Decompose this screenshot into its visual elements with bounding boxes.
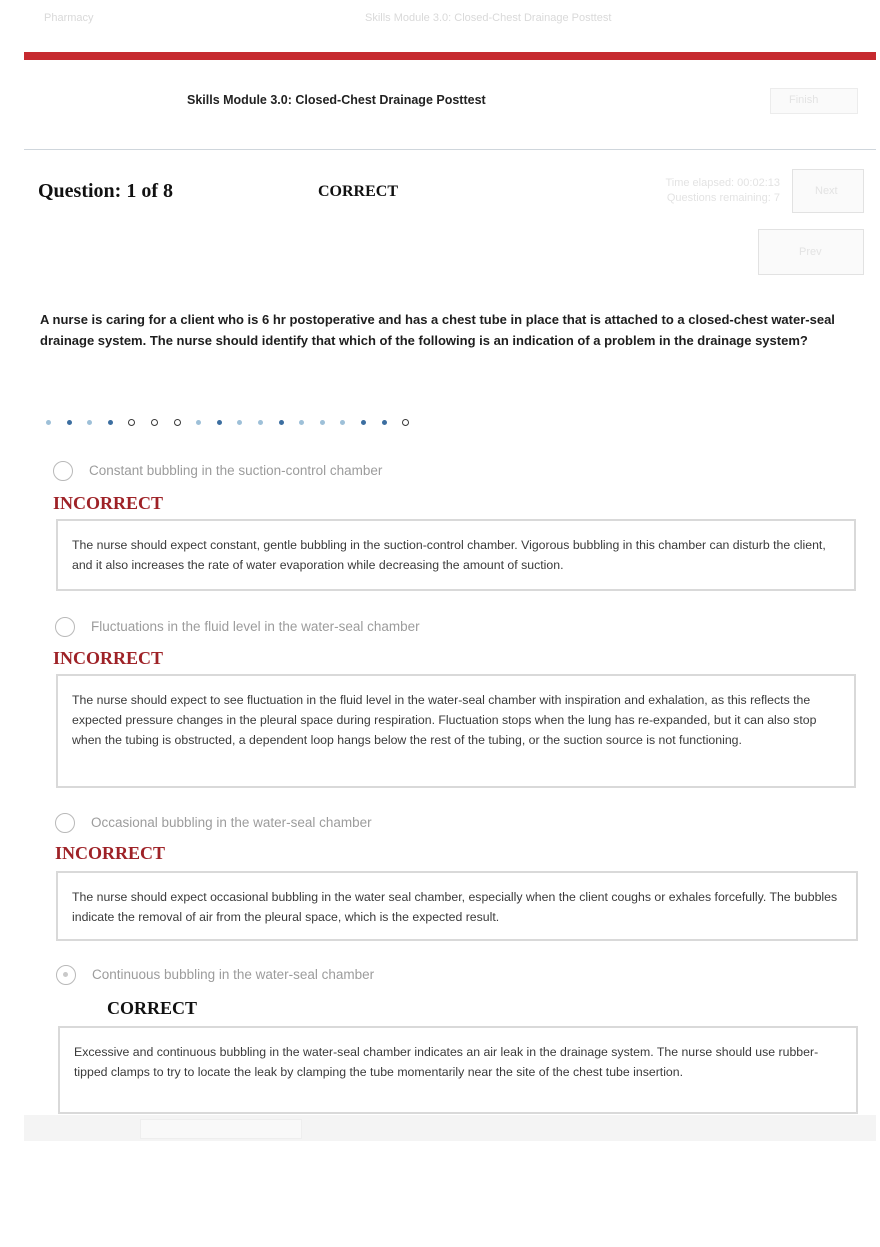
- finish-button[interactable]: [770, 88, 858, 114]
- progress-dot: [174, 419, 181, 426]
- option-rationale: The nurse should expect to see fluctuation in the fluid level in the water-seal chamber with inspiration and exhalation, as this reflects the expected pressure changes in the pleural space during respiration. Fluctuation stops when the lung has re-expanded, but it can also stop when the tubing is obstructed, a dependent loop hangs below the rest of the tubing, or the suction source is not functioning.: [56, 674, 856, 788]
- browser-tab-text: Pharmacy: [44, 12, 94, 24]
- next-button-label: Next: [815, 185, 838, 197]
- progress-dot: [279, 420, 284, 425]
- header-divider: [24, 149, 876, 150]
- option-verdict: INCORRECT: [55, 843, 166, 863]
- progress-dot: [108, 420, 113, 425]
- progress-dot: [320, 420, 325, 425]
- prev-button-label: Prev: [799, 246, 822, 258]
- option-text[interactable]: Occasional bubbling in the water-seal chamber: [91, 815, 372, 830]
- finish-button-label: Finish: [789, 94, 819, 106]
- question-status: CORRECT: [318, 183, 399, 200]
- question-counter: Question: 1 of 8: [38, 180, 173, 202]
- option-text[interactable]: Continuous bubbling in the water-seal chamber: [92, 967, 375, 982]
- option-rationale: The nurse should expect occasional bubbling in the water seal chamber, especially when the client coughs or exhales forcefully. The bubbles indicate the removal of air from the pleural space, which is the expected result.: [56, 871, 858, 941]
- progress-dot: [402, 419, 409, 426]
- progress-dot: [151, 419, 158, 426]
- option-radio[interactable]: [55, 813, 75, 833]
- side-info-line1: Time elapsed: 00:02:13: [665, 177, 780, 189]
- progress-dot: [340, 420, 345, 425]
- progress-dot: [87, 420, 92, 425]
- progress-dot: [258, 420, 263, 425]
- progress-dot: [361, 420, 366, 425]
- option-radio-selected[interactable]: [56, 965, 76, 985]
- option-radio[interactable]: [53, 461, 73, 481]
- progress-dot: [128, 419, 135, 426]
- option-verdict: INCORRECT: [53, 648, 164, 668]
- option-radio[interactable]: [55, 617, 75, 637]
- prev-button[interactable]: [758, 229, 864, 275]
- progress-dot: [67, 420, 72, 425]
- side-info-line2: Questions remaining: 7: [666, 192, 780, 204]
- option-verdict: CORRECT: [107, 998, 198, 1018]
- option-text[interactable]: Fluctuations in the fluid level in the water-seal chamber: [91, 619, 420, 634]
- module-title: Skills Module 3.0: Closed-Chest Drainage Posttest: [187, 93, 486, 107]
- progress-dot: [46, 420, 51, 425]
- option-text[interactable]: Constant bubbling in the suction-control chamber: [89, 463, 383, 478]
- next-button[interactable]: [792, 169, 864, 213]
- footer-element: [140, 1119, 302, 1139]
- progress-dot: [237, 420, 242, 425]
- side-info: [600, 176, 780, 206]
- progress-dot: [299, 420, 304, 425]
- question-stem: A nurse is caring for a client who is 6 hr postoperative and has a chest tube in place that is attached to a closed-chest water-seal drainage system. The nurse should identify that which of the following is an indication of a problem in the drainage system?: [40, 312, 835, 348]
- brand-bar: [24, 52, 876, 60]
- option-rationale: The nurse should expect constant, gentle bubbling in the suction-control chamber. Vigorous bubbling in this chamber can disturb the client, and it also increases the rate of water evaporation while decreasing the amount of suction.: [56, 519, 856, 591]
- option-rationale: Excessive and continuous bubbling in the water-seal chamber indicates an air leak in the drainage system. The nurse should use rubber-tipped clamps to try to locate the leak by clamping the tube momentarily near the site of the chest tube insertion.: [58, 1026, 858, 1114]
- browser-title-text: Skills Module 3.0: Closed-Chest Drainage Posttest: [365, 12, 612, 24]
- progress-dot: [217, 420, 222, 425]
- progress-dot: [196, 420, 201, 425]
- option-verdict: INCORRECT: [53, 493, 164, 513]
- progress-dot: [382, 420, 387, 425]
- progress-dots: [46, 416, 425, 428]
